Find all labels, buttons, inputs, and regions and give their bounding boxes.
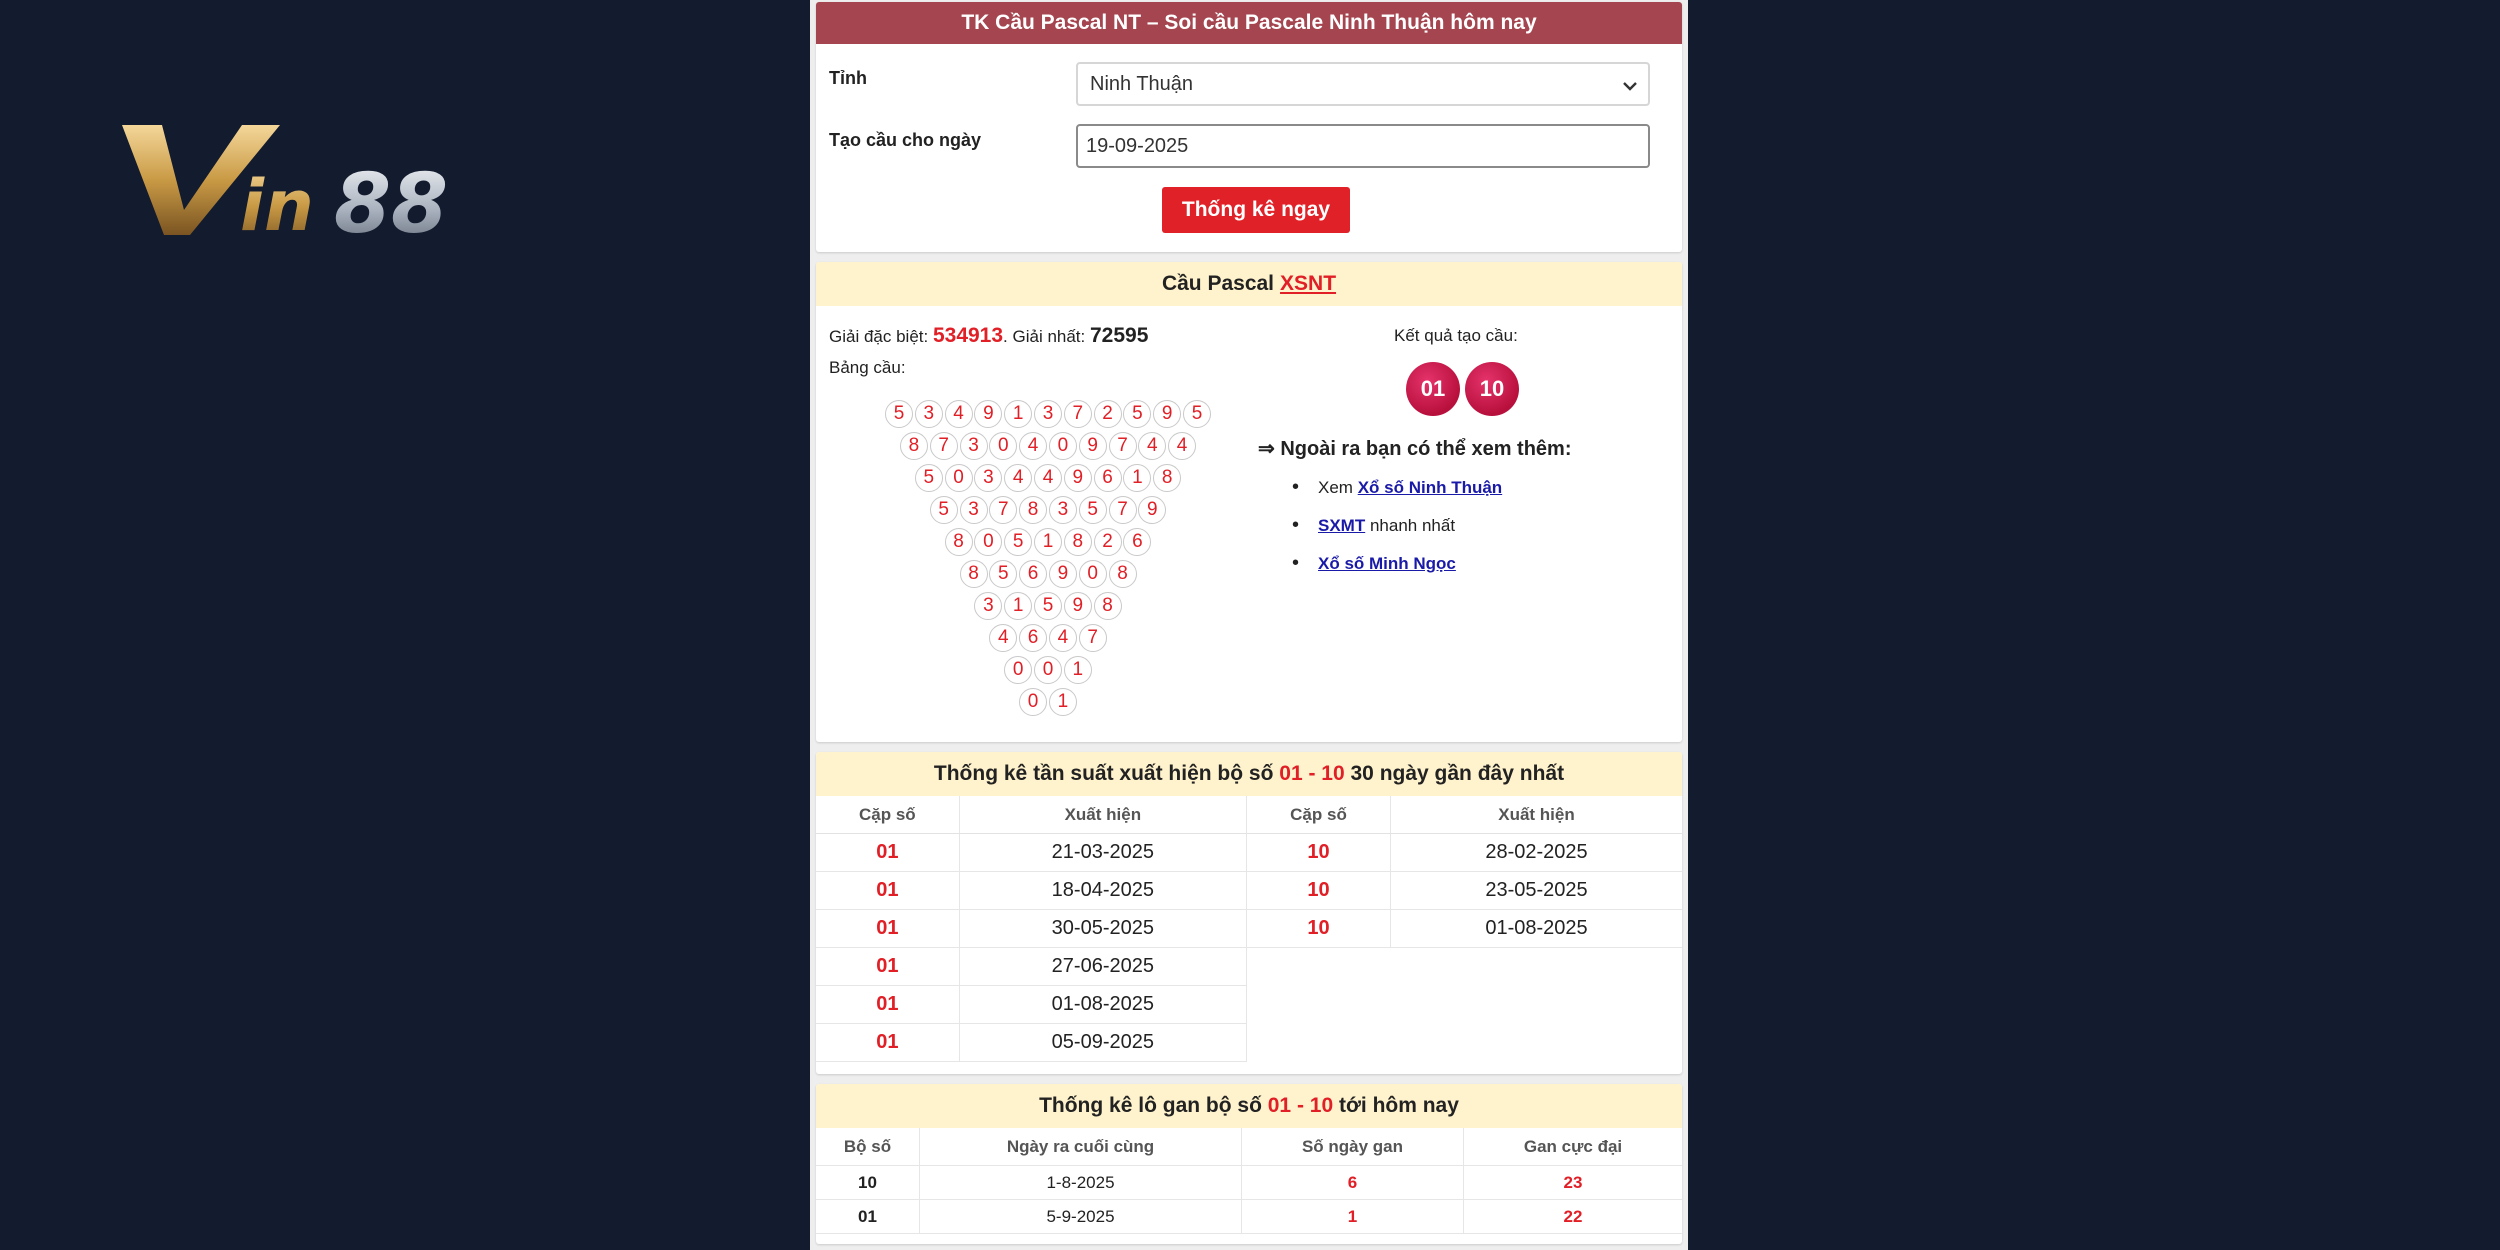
pascal-digit: 7 [1064,400,1092,428]
list-item [1292,554,1502,592]
pascal-digit: 9 [1153,400,1181,428]
pascal-digit: 5 [1079,496,1107,524]
svg-text:88: 88 [334,157,449,245]
pair-cell: 10 [1247,834,1391,871]
gan-rows [816,1166,1682,1234]
vin88-logo [122,120,502,245]
pascal-digit: 4 [1034,464,1062,492]
first-prize-label: . Giải nhất: [1003,327,1086,346]
xo-so-minh-ngoc-link[interactable]: Xổ số Minh Ngọc [1318,554,1456,573]
frequency-table-left [816,796,1247,1062]
pascal-digit: 8 [1019,496,1047,524]
pascal-digit: 6 [1123,528,1151,556]
frequency-heading-pair: 01 - 10 [1279,762,1345,785]
col-seen-header: Xuất hiện [1498,804,1575,824]
pascal-digit: 5 [885,400,913,428]
pascal-digit: 0 [1079,560,1107,588]
pascal-digit: 0 [989,432,1017,460]
pascal-digit: 9 [1064,592,1092,620]
pascal-digit: 1 [1123,464,1151,492]
pascal-digit: 1 [1034,528,1062,556]
pascal-digit: 9 [974,400,1002,428]
gan-table [816,1128,1682,1234]
special-prize-label: Giải đặc biệt: [829,327,929,346]
list-item [1292,478,1502,516]
frequency-table-right [1247,796,1682,948]
col-seen-header: Xuất hiện [1064,804,1142,824]
pascal-digit: 3 [915,400,943,428]
days-cell: 1 [1242,1200,1464,1233]
pascal-digit: 3 [960,432,988,460]
submit-button[interactable]: Thống kê ngay [1162,187,1350,233]
gan-card [816,1084,1682,1244]
table-row [816,948,1246,986]
pascal-digit: 5 [930,496,958,524]
date-cell: 01-08-2025 [1051,993,1154,1015]
sxmt-link[interactable]: SXMT [1318,516,1366,535]
pascal-digit: 4 [989,624,1017,652]
gan-heading-suffix: tới hôm nay [1333,1094,1459,1117]
set-cell: 10 [816,1166,920,1199]
list-item [1292,516,1502,554]
pascal-digit: 9 [1049,560,1077,588]
first-prize-value: 72595 [1090,324,1149,347]
pascal-digit: 3 [1034,400,1062,428]
table-row [816,910,1246,948]
days-cell: 6 [1242,1166,1464,1199]
pair-cell: 01 [816,948,960,985]
date-cell: 30-05-2025 [1051,917,1154,939]
pascal-heading [816,262,1682,306]
result-ball: 10 [1465,362,1519,416]
table-header [816,1128,1682,1166]
pascal-table-label: Bảng cầu: [829,358,906,377]
pascal-digit: 5 [989,560,1017,588]
pascal-digit: 8 [1064,528,1092,556]
page-title: TK Cầu Pascal NT – Soi cầu Pascale Ninh Thuận hôm nay [816,2,1682,44]
date-cell: 21-03-2025 [1051,841,1154,863]
result-label: Kết quả tạo cầu: [1394,326,1518,345]
pair-cell: 01 [816,872,960,909]
result-ball: 01 [1406,362,1460,416]
set-cell: 01 [816,1200,920,1233]
pascal-digit: 5 [915,464,943,492]
pair-cell: 01 [816,1024,960,1061]
col-last-header: Ngày ra cuối cùng [920,1128,1242,1165]
pascal-card [816,262,1682,742]
pascal-digit: 4 [1049,624,1077,652]
table-row [1247,834,1682,872]
last-date-cell: 5-9-2025 [920,1200,1242,1233]
pascal-digit: 1 [1004,592,1032,620]
pascal-digit: 3 [960,496,988,524]
col-pair-header: Cặp số [1247,796,1391,833]
special-prize-value: 534913 [932,324,1004,347]
pair-cell: 01 [816,834,960,871]
pascal-digit: 5 [1183,400,1211,428]
frequency-heading-prefix: Thống kê tần suất xuất hiện bộ số [933,762,1280,785]
pascal-digit: 3 [974,592,1002,620]
more-title: ⇒ Ngoài ra bạn có thể xem thêm: [1258,438,1572,460]
table-row [816,1200,1682,1234]
table-row [816,872,1246,910]
date-label: Tạo cầu cho ngày [829,130,982,150]
table-row [816,1166,1682,1200]
pair-cell: 01 [816,910,960,947]
pascal-digit: 1 [1049,688,1077,716]
col-set-header: Bộ số [816,1128,920,1165]
pascal-digit: 4 [945,400,973,428]
pascal-digit: 5 [1004,528,1032,556]
gan-heading [816,1084,1682,1128]
pascal-digit: 3 [1049,496,1077,524]
max-cell: 22 [1563,1206,1583,1226]
pascal-digit: 7 [989,496,1017,524]
date-cell: 28-02-2025 [1485,841,1588,863]
date-cell: 05-09-2025 [1051,1031,1154,1053]
pair-cell: 01 [816,986,960,1023]
col-days-header: Số ngày gan [1242,1128,1464,1165]
gan-heading-pair: 01 - 10 [1267,1094,1334,1117]
date-cell: 27-06-2025 [1051,955,1154,977]
pascal-digit: 7 [1079,624,1107,652]
pascal-digit: 6 [1019,624,1047,652]
pascal-digit: 8 [900,432,928,460]
pascal-digit: 1 [1064,656,1092,684]
svg-text:in: in [240,165,314,245]
pascal-digit: 6 [1094,464,1122,492]
more-link-suffix: nhanh nhất [1365,516,1456,535]
date-input-value: 19-09-2025 [1086,134,1189,157]
pascal-digit: 3 [974,464,1002,492]
pascal-digit: 8 [960,560,988,588]
xo-so-ninh-thuan-link[interactable]: Xổ số Ninh Thuận [1357,478,1503,497]
pascal-digit: 8 [1094,592,1122,620]
date-cell: 18-04-2025 [1051,879,1154,901]
table-row [816,1024,1246,1062]
col-max-header: Gan cực đại [1523,1136,1623,1156]
pascal-heading-text: Cầu Pascal [1161,272,1275,295]
logo-graphic [122,120,502,245]
pascal-digit: 7 [1109,496,1137,524]
pair-cell: 10 [1247,910,1391,947]
province-label: Tỉnh [829,68,867,88]
pascal-digit: 5 [1034,592,1062,620]
pascal-digit: 9 [1138,496,1166,524]
prize-line [829,324,1148,348]
table-row [816,834,1246,872]
pascal-digit: 0 [1034,656,1062,684]
pascal-digit: 9 [1079,432,1107,460]
form-card [816,2,1682,252]
pascal-digit: 2 [1094,400,1122,428]
more-links-list [1292,478,1502,592]
date-cell: 01-08-2025 [1485,917,1588,939]
pascal-digit: 0 [945,464,973,492]
pascal-digit: 2 [1094,528,1122,556]
pascal-digit: 7 [930,432,958,460]
frequency-rows-left [816,834,1246,1062]
content-column [810,0,1688,1250]
pascal-digit: 1 [1004,400,1032,428]
table-row [1247,872,1682,910]
table-row [816,986,1246,1024]
table-header [1247,796,1682,834]
more-link-prefix: Xem [1318,478,1358,497]
gan-heading-prefix: Thống kê lô gan bộ số [1039,1094,1268,1117]
pascal-digit: 0 [974,528,1002,556]
xsnt-link[interactable]: XSNT [1280,272,1337,295]
pascal-digit: 6 [1019,560,1047,588]
max-cell: 23 [1563,1172,1583,1192]
pascal-digit: 4 [1138,432,1166,460]
pascal-digit: 4 [1168,432,1196,460]
pascal-digit: 8 [1153,464,1181,492]
date-input[interactable] [1076,124,1650,168]
frequency-rows-right [1247,834,1682,948]
pascal-digit: 5 [1123,400,1151,428]
pascal-digit: 0 [1049,432,1077,460]
frequency-heading [816,752,1682,796]
frequency-heading-suffix: 30 ngày gần đây nhất [1344,762,1565,785]
pascal-digit: 4 [1004,464,1032,492]
pascal-digit: 0 [1004,656,1032,684]
date-cell: 23-05-2025 [1485,879,1588,901]
province-select[interactable] [1076,62,1650,106]
pascal-digit: 7 [1109,432,1137,460]
pascal-digit: 8 [1109,560,1137,588]
pascal-digit: 0 [1019,688,1047,716]
table-row [1247,910,1682,948]
province-select-value: Ninh Thuận [1090,72,1194,95]
pascal-digit: 4 [1019,432,1047,460]
chevron-down-icon [1620,76,1640,96]
last-date-cell: 1-8-2025 [920,1166,1242,1199]
frequency-card [816,752,1682,1074]
col-pair-header: Cặp số [816,796,960,833]
pair-cell: 10 [1247,872,1391,909]
table-header [816,796,1246,834]
pascal-digit: 8 [945,528,973,556]
pascal-digit: 9 [1064,464,1092,492]
